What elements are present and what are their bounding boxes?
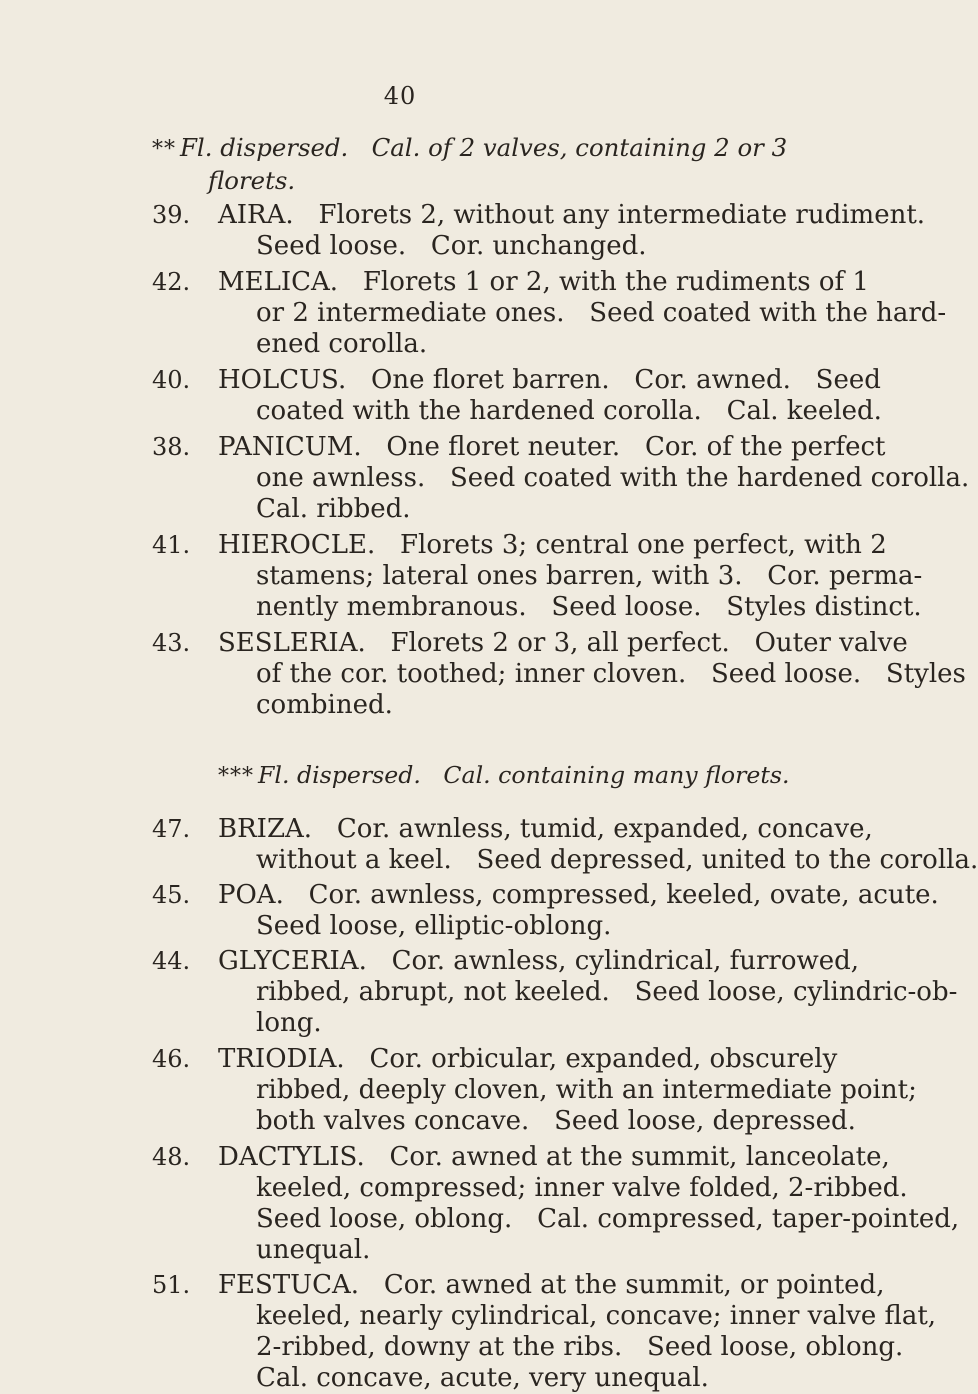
entry-line: TRIODIA. Cor. orbicular, expanded, obscurely	[218, 1044, 838, 1074]
entry-line: long.	[256, 1008, 322, 1038]
entry-text	[218, 946, 958, 1039]
entry-line: FESTUCA. Cor. awned at the summit, or pointed,	[218, 1270, 885, 1300]
section-heading-line: Fl. dispersed. Cal. containing many florets.	[258, 761, 790, 789]
entry-line: ribbed, abrupt, not keeled. Seed loose, cylindric-ob-	[256, 977, 958, 1007]
section-heading-line: Fl. dispersed. Cal. of 2 valves, containing 2 or 3	[180, 133, 788, 162]
entry-number: 43.	[152, 629, 191, 657]
entry-line: Cal. concave, acute, very unequal.	[256, 1363, 709, 1393]
entry-line: both valves concave. Seed loose, depressed.	[256, 1106, 856, 1136]
entry-number: 51.	[152, 1271, 191, 1299]
entry-line: stamens; lateral ones barren, with 3. Cor. perma-	[256, 561, 923, 591]
entry-line: DACTYLIS. Cor. awned at the summit, lanceolate,	[218, 1142, 890, 1172]
entry-number: 46.	[152, 1045, 191, 1073]
section-stars: **	[152, 137, 176, 162]
entry-text	[218, 1142, 960, 1266]
entry-line: one awnless. Seed coated with the hardened corolla.	[256, 463, 970, 493]
section-stars: ***	[218, 764, 254, 789]
entry-line: HIEROCLE. Florets 3; central one perfect, with 2	[218, 530, 887, 560]
entry-line: without a keel. Seed depressed, united to the corolla.	[256, 845, 978, 875]
entry-line: PANICUM. One floret neuter. Cor. of the perfect	[218, 432, 886, 462]
entry-line: keeled, nearly cylindrical, concave; inner valve flat,	[256, 1301, 937, 1331]
entry-line: ened corolla.	[256, 329, 428, 359]
entry-text	[218, 267, 947, 360]
entry-text	[218, 200, 926, 262]
entry-text	[218, 628, 966, 721]
entry-line: unequal.	[256, 1235, 371, 1265]
section-heading-two-to-three-florets	[152, 132, 787, 196]
entry-line: AIRA. Florets 2, without any intermediate rudiment.	[218, 200, 926, 230]
entry-line: GLYCERIA. Cor. awnless, cylindrical, furrowed,	[218, 946, 860, 976]
entry-number: 44.	[152, 947, 191, 975]
entry-line: BRIZA. Cor. awnless, tumid, expanded, concave,	[218, 814, 873, 844]
entry-number: 40.	[152, 366, 191, 394]
entry-line: Seed loose, oblong. Cal. compressed, taper-pointed,	[256, 1204, 960, 1234]
entry-number: 45.	[152, 881, 191, 909]
entry-line: MELICA. Florets 1 or 2, with the rudiments of 1	[218, 267, 869, 297]
entry-number: 47.	[152, 815, 191, 843]
section-heading-many-florets	[218, 760, 790, 792]
entry-line: 2-ribbed, downy at the ribs. Seed loose, oblong.	[256, 1332, 904, 1362]
entry-number: 39.	[152, 201, 191, 229]
entry-line: or 2 intermediate ones. Seed coated with the hard-	[256, 298, 947, 328]
entry-line: ribbed, deeply cloven, with an intermediate point;	[256, 1075, 917, 1105]
entry-line: of the cor. toothed; inner cloven. Seed loose. Styles	[256, 659, 966, 689]
entry-number: 42.	[152, 268, 191, 296]
entry-line: Cal. ribbed.	[256, 494, 411, 524]
entry-text	[218, 1044, 917, 1137]
entry-line: keeled, compressed; inner valve folded, 2-ribbed.	[256, 1173, 908, 1203]
entry-line: Seed loose, elliptic-oblong.	[256, 911, 612, 941]
entry-line: combined.	[256, 690, 393, 720]
entry-number: 41.	[152, 531, 191, 559]
entry-text	[218, 880, 939, 942]
entry-line: coated with the hardened corolla. Cal. keeled.	[256, 396, 882, 426]
entry-line: Seed loose. Cor. unchanged.	[256, 231, 647, 261]
page-number: 40	[383, 82, 417, 110]
entry-line: nently membranous. Seed loose. Styles distinct.	[256, 592, 922, 622]
entry-text	[218, 432, 970, 525]
entry-text	[218, 530, 923, 623]
entry-number: 38.	[152, 433, 191, 461]
entry-line: SESLERIA. Florets 2 or 3, all perfect. Outer valve	[218, 628, 908, 658]
entry-text	[218, 814, 978, 876]
entry-text	[218, 365, 882, 427]
section-heading-line: florets.	[208, 166, 296, 195]
entry-number: 48.	[152, 1143, 191, 1171]
entry-line: HOLCUS. One floret barren. Cor. awned. Seed	[218, 365, 881, 395]
entry-text	[218, 1270, 937, 1394]
entry-line: POA. Cor. awnless, compressed, keeled, ovate, acute.	[218, 880, 939, 910]
